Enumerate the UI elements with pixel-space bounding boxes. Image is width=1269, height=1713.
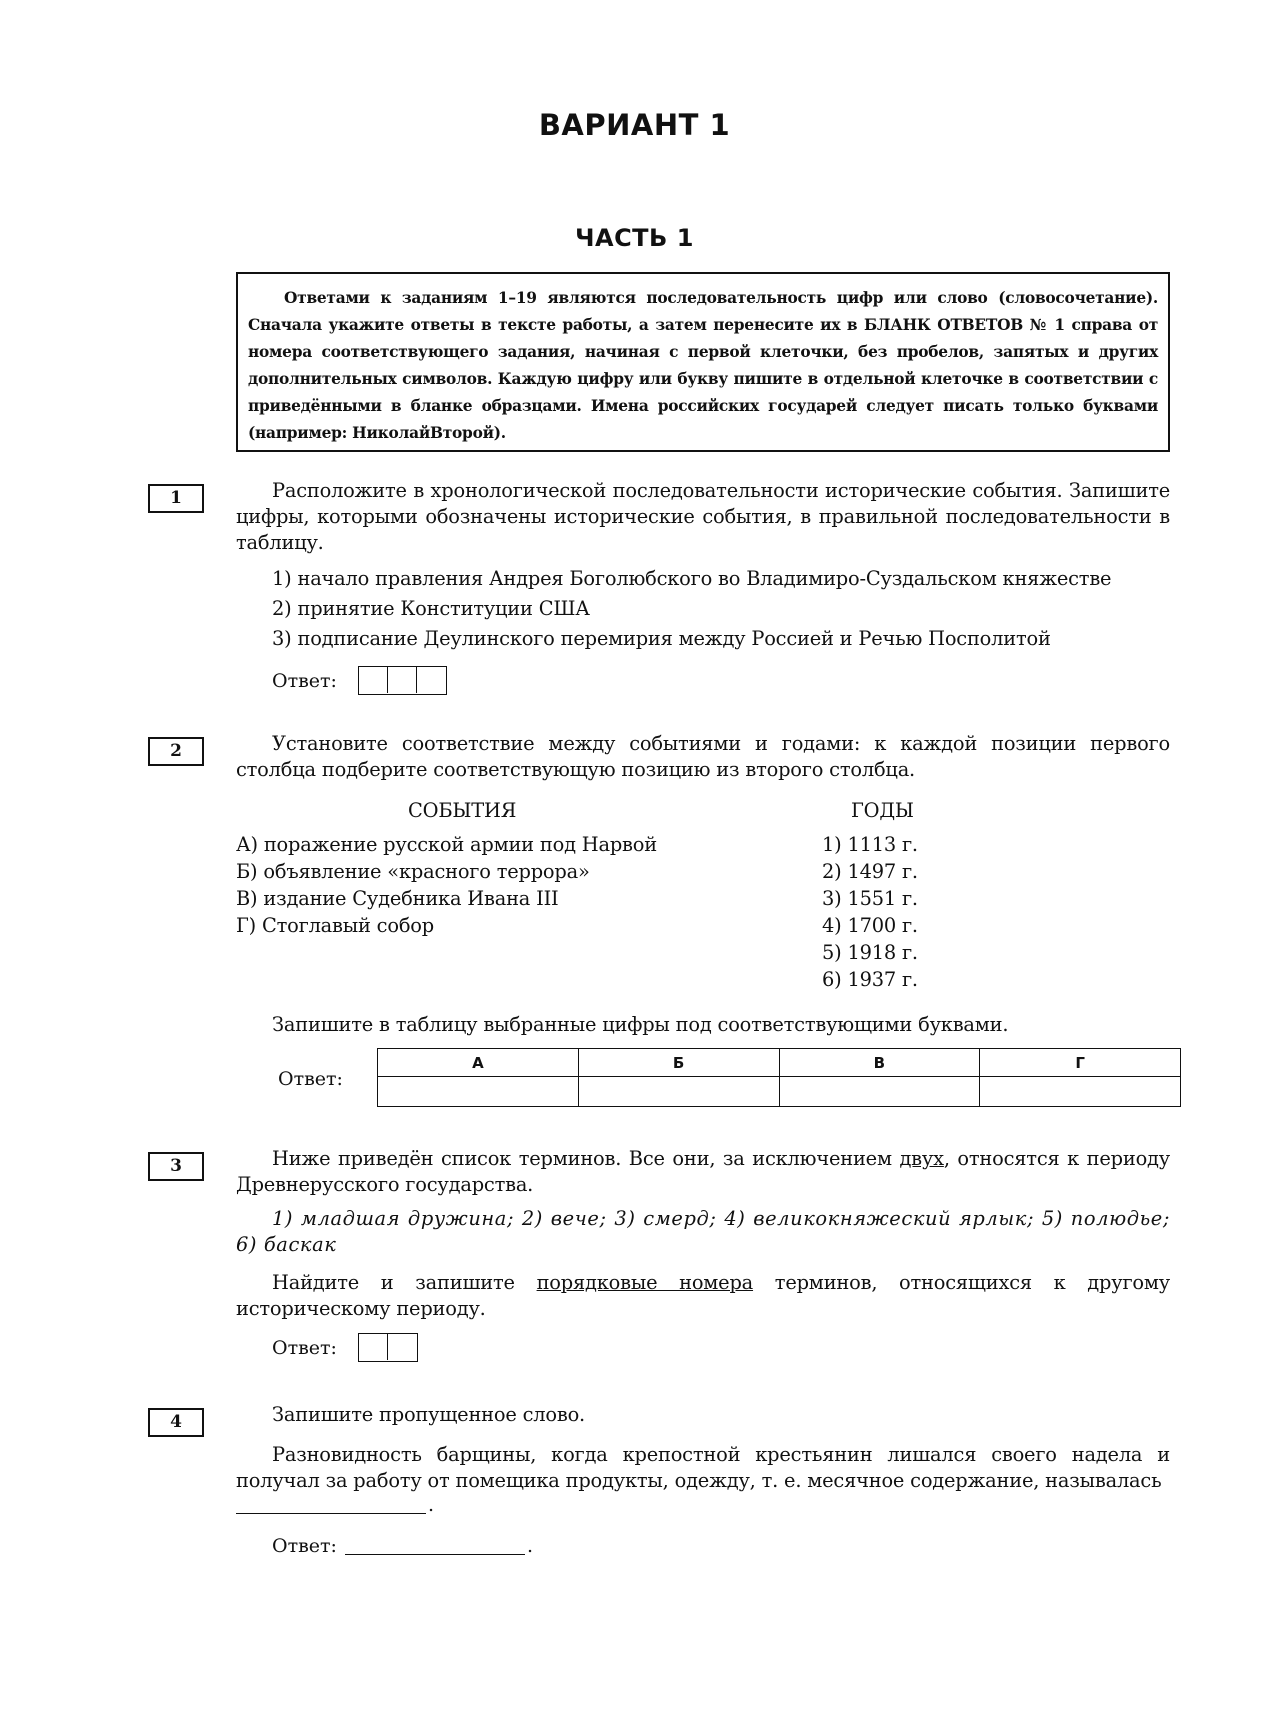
question-3-text-a: Ниже приведён список терминов. Все они, за исключением — [272, 1147, 900, 1170]
event-b: Б) объявление «красного террора» — [236, 860, 590, 883]
answer-table-header: А — [378, 1049, 579, 1077]
question-3-terms: 1) младшая дружина; 2) вече; 3) смерд; 4) великокняжеский ярлык; 5) полюдье; 6) баскак — [236, 1207, 1170, 1256]
question-1-number: 1 — [148, 484, 204, 513]
event-g: Г) Стоглавый собор — [236, 914, 434, 937]
answer-table-cell[interactable] — [980, 1077, 1181, 1107]
question-2-number: 2 — [148, 737, 204, 766]
answer-cell[interactable] — [417, 667, 446, 693]
variant-title: ВАРИАНТ 1 — [538, 108, 731, 142]
question-3-text — [236, 1146, 1170, 1198]
year-6: 6) 1937 г. — [822, 968, 918, 991]
question-4-answer-label: Ответ: — [272, 1535, 337, 1557]
question-4-text: Разновидность барщины, когда крепостной крестьянин лишался своего надела и получал за работу от помещика продукты, одежду, т. е. месячное содержание, называлась — [236, 1443, 1170, 1492]
year-4: 4) 1700 г. — [822, 914, 918, 937]
event-a: А) поражение русской армии под Нарвой — [236, 833, 657, 856]
question-3-find-underlined: порядковые номера — [536, 1271, 754, 1294]
question-4-line-end: . — [428, 1494, 435, 1516]
answer-table-header: Г — [980, 1049, 1181, 1077]
year-1: 1) 1113 г. — [822, 833, 918, 856]
year-2: 2) 1497 г. — [822, 860, 918, 883]
question-3-underlined: двух — [899, 1147, 944, 1170]
question-3-find-b: терминов, относящихся к другому историческому периоду. — [236, 1271, 1170, 1320]
answer-cell[interactable] — [388, 667, 417, 693]
question-4-instruction: Запишите пропущенное слово. — [272, 1403, 586, 1426]
question-1-answer-label: Ответ: — [272, 670, 337, 692]
question-4-blank-line[interactable] — [236, 1513, 426, 1514]
question-3-text-b: , относятся к периоду Древнерусского государства. — [236, 1147, 1171, 1196]
answer-table-cell[interactable] — [378, 1077, 579, 1107]
answer-cell[interactable] — [388, 1334, 417, 1360]
question-2-table-instruction: Запишите в таблицу выбранные цифры под соответствующими буквами. — [272, 1013, 1009, 1036]
question-3-find-text — [236, 1270, 1170, 1322]
question-4-answer-end: . — [527, 1535, 534, 1557]
part-title: ЧАСТЬ 1 — [575, 224, 694, 252]
events-column-header: СОБЫТИЯ — [408, 799, 517, 822]
question-4-answer-line[interactable] — [345, 1554, 525, 1555]
year-5: 5) 1918 г. — [822, 941, 918, 964]
answer-cell[interactable] — [359, 667, 388, 693]
question-3-find-a: Найдите и запишите — [272, 1271, 537, 1294]
question-1-item-1: 1) начало правления Андрея Боголюбского во Владимиро-Суздальском княжестве — [272, 567, 1112, 590]
event-v: В) издание Судебника Ивана III — [236, 887, 559, 910]
year-3: 3) 1551 г. — [822, 887, 918, 910]
question-2-answer-table — [377, 1048, 1181, 1107]
question-1-item-3: 3) подписание Деулинского перемирия между Россией и Речью Посполитой — [272, 627, 1051, 650]
years-column-header: ГОДЫ — [851, 799, 914, 822]
answer-table-cell[interactable] — [779, 1077, 980, 1107]
question-1-item-2: 2) принятие Конституции США — [272, 597, 590, 620]
question-1-answer-cells[interactable] — [358, 666, 447, 695]
answer-table-header: В — [779, 1049, 980, 1077]
question-3-answer-label: Ответ: — [272, 1337, 337, 1359]
answer-cell[interactable] — [359, 1334, 388, 1360]
question-2-text: Установите соответствие между событиями и годами: к каждой позиции первого столбца подберите соответствующую позицию из второго столбца. — [236, 732, 1170, 781]
question-1-text: Расположите в хронологической последовательности исторические события. Запишите цифры, которыми обозначены исторические события, в правильной последовательности в таблицу. — [236, 479, 1170, 554]
question-3-number: 3 — [148, 1152, 204, 1181]
answer-table-cell[interactable] — [578, 1077, 779, 1107]
answer-table-header: Б — [578, 1049, 779, 1077]
question-4-number: 4 — [148, 1408, 204, 1437]
question-3-answer-cells[interactable] — [358, 1333, 418, 1362]
question-2-answer-label: Ответ: — [278, 1068, 343, 1090]
instructions-box: Ответами к заданиям 1–19 являются последовательность цифр или слово (словосочетание). Сначала укажите ответы в тексте работы, а затем перенесите их в БЛАНК ОТВЕТОВ № 1 справа от номера соответствующего задания, начиная с первой клеточки, без пробелов, запятых и других дополнительных символов. Каждую цифру или букву пишите в отдельной клеточке в соответствии с приведёнными в бланке образцами. Имена российских государей следует писать только буквами (например: НиколайВторой). — [236, 272, 1170, 452]
